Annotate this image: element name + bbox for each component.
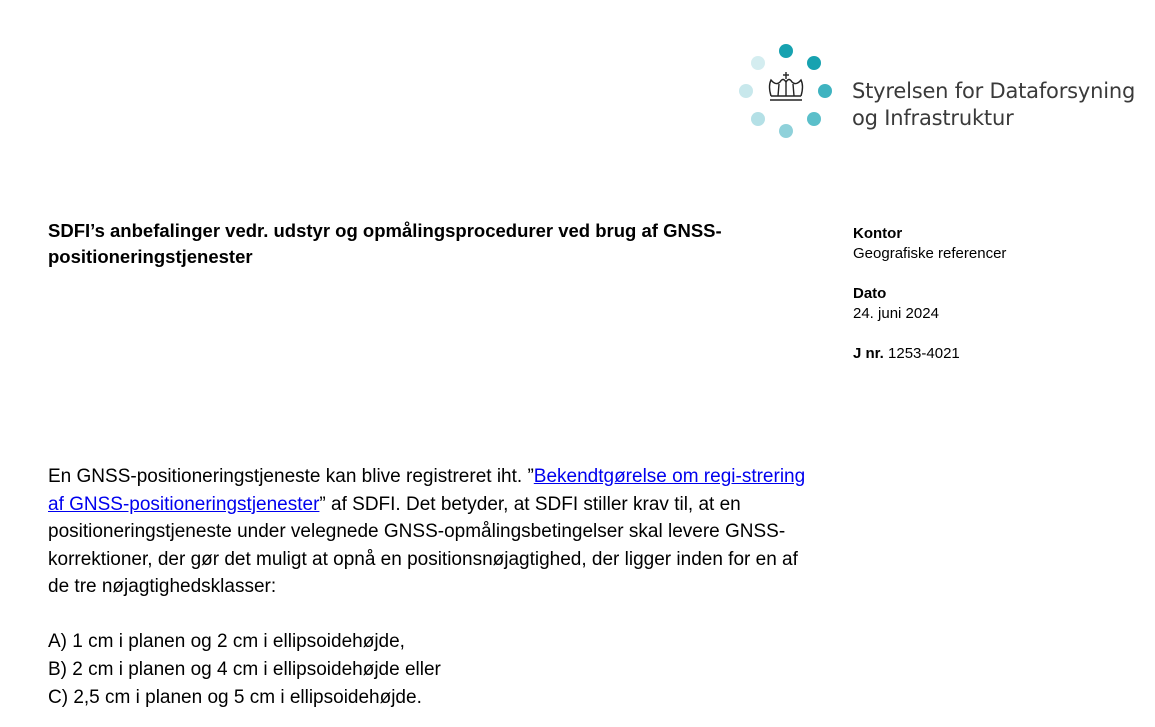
dato-label: Dato [853, 285, 887, 302]
agency-name [852, 78, 1135, 132]
intro-paragraph [48, 463, 823, 601]
intro-text-end: ” af SDFI. Det betyder, at SDFI stiller krav til, at en positioneringstjeneste under velegnede GNSS-opmålingsbetingelser skal levere GNSS-korrektioner, der gør det muligt at opnå en positionsnøjagtighed, der ligger inden for en af de tre nøjagtighedsklasser: [48, 493, 798, 597]
accuracy-class-list [48, 628, 441, 712]
jnr-label: J nr. [853, 345, 884, 362]
regulation-link[interactable]: Bekendtgørelse om regi-strering af GNSS-positioneringstjenester [48, 466, 806, 515]
dato-value: 24. juni 2024 [853, 305, 939, 322]
crown-icon [736, 42, 846, 142]
document-title: SDFI’s anbefalinger vedr. udstyr og opmålingsprocedurer ved brug af GNSS-positioneringstjenester [48, 220, 722, 267]
kontor-value: Geografiske referencer [853, 245, 1007, 262]
list-item-class-c: C) 2,5 cm i planen og 5 cm i ellipsoidehøjde. [48, 687, 422, 708]
meta-kontor [853, 224, 1006, 264]
meta-jnr [853, 344, 1006, 364]
agency-name-line2: og Infrastruktur [852, 106, 1014, 130]
agency-name-line1: Styrelsen for Dataforsyning [852, 79, 1136, 103]
kontor-label: Kontor [853, 225, 903, 242]
intro-text-start: En GNSS-positioneringstjeneste kan blive registreret iht. ” [48, 466, 534, 487]
document-meta [853, 224, 1006, 384]
list-item-class-b: B) 2 cm i planen og 4 cm i ellipsoidehøjde eller [48, 659, 441, 680]
meta-dato [853, 284, 1006, 324]
agency-logo [736, 42, 1155, 142]
jnr-value: 1253-4021 [888, 345, 960, 362]
list-item-class-a: A) 1 cm i planen og 2 cm i ellipsoidehøjde, [48, 631, 405, 652]
